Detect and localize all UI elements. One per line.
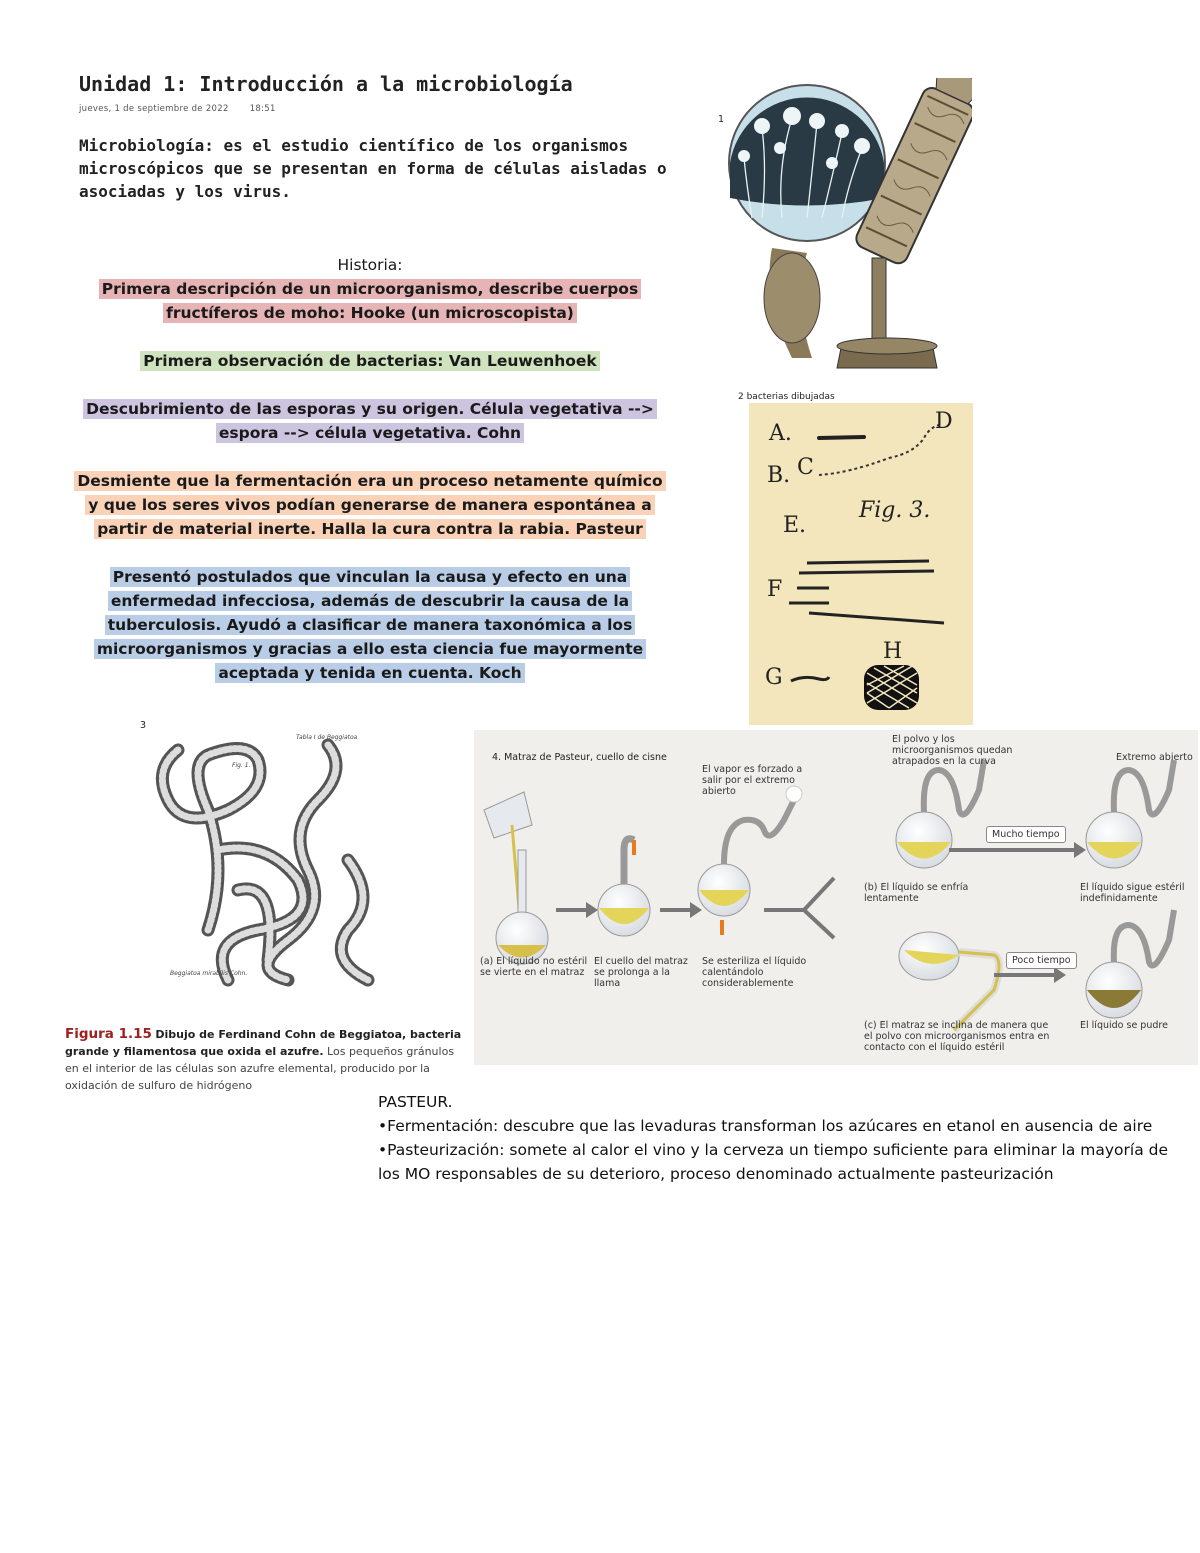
fig4-step-c: (c) El matraz se inclina de manera que el polvo con microorganismos entra en contacto con el líquido estéril bbox=[864, 1020, 1050, 1053]
page-title: Unidad 1: Introducción a la microbiología bbox=[79, 72, 573, 96]
fig2-letter-g: G bbox=[765, 665, 783, 690]
pasteur-notes bbox=[378, 1090, 1190, 1186]
fig4-sigue-esteril: El líquido sigue estéril indefinidamente bbox=[1080, 882, 1185, 904]
fig4-step-b: (b) El líquido se enfría lentamente bbox=[864, 882, 969, 904]
fig3-plate-title: Tabla I de Beggiatoa bbox=[296, 734, 358, 741]
fig3-caption-bold: Dibujo de Ferdinand Cohn de Beggiatoa, bacteria grande y filamentosa que oxida el azufre. bbox=[65, 1028, 462, 1058]
pasteur-flask-diagram bbox=[474, 730, 1198, 1065]
fig4-esteriliza-label: Se esteriliza el líquido calentándolo considerablemente bbox=[702, 956, 807, 989]
beggiatoa-drawing bbox=[148, 730, 398, 1010]
page-date: jueves, 1 de septiembre de 2022 bbox=[79, 104, 229, 114]
definition-text: Microbiología: es el estudio científico de los organismos microscópicos que se presentan en forma de células aisladas o asociadas y los virus. bbox=[79, 136, 667, 201]
fig4-step-a: (a) El líquido no estéril se vierte en el matraz bbox=[480, 956, 588, 978]
fig2-label: 2 bacterias dibujadas bbox=[738, 392, 835, 402]
fig3-caption bbox=[65, 1026, 465, 1094]
fig1-number: 1 bbox=[718, 114, 725, 125]
historia-item-pasteur: Desmiente que la fermentación era un proceso netamente químico y que los seres vivos podían generarse de manera espontánea a partir de material inerte. Halla la cura contra la rabia. Pasteur bbox=[74, 471, 665, 539]
historia-item-leeuwenhoek: Primera observación de bacterias: Van Leuwenhoek bbox=[140, 351, 600, 371]
fig4-cuello-label: El cuello del matraz se prolonga a la llama bbox=[594, 956, 688, 989]
hooke-microscope-image bbox=[722, 78, 972, 373]
fig3-species-label: Beggiatoa mirabilis Cohn. bbox=[170, 970, 248, 977]
historia-item-koch: Presentó postulados que vinculan la causa y efecto en una enfermedad infecciosa, además de descubrir la causa de la tuberculosis. Ayudó a clasificar de manera taxonómica a los microorganismos y gracias a ello esta ciencia fue mayormente aceptada y tenida en cuenta. Koch bbox=[94, 567, 646, 683]
fig2-letter-a: A. bbox=[769, 421, 792, 446]
fig2-letter-e: E. bbox=[783, 513, 807, 538]
historia-item-cohn: Descubrimiento de las esporas y su origen. Célula vegetativa --> espora --> célula vegetativa. Cohn bbox=[83, 399, 657, 443]
fig2-letter-b: B. bbox=[767, 463, 791, 488]
fig4-pudre-label: El líquido se pudre bbox=[1080, 1020, 1168, 1031]
fig4-extremo-label: Extremo abierto bbox=[1116, 752, 1193, 763]
historia-heading: Historia: bbox=[337, 256, 403, 274]
fig2-letter-h: H bbox=[883, 639, 903, 664]
leeuwenhoek-bacteria-drawing bbox=[749, 403, 973, 725]
fig3-caption-rest: Los pequeños gránulos en el interior de las células son azufre elemental, producido por la oxidación de sulfuro de hidrógeno bbox=[65, 1045, 455, 1092]
fig3-number: 3 bbox=[140, 720, 147, 731]
pasteur-heading: PASTEUR. bbox=[378, 1093, 453, 1111]
page-time: 18:51 bbox=[249, 104, 276, 114]
historia-item-hooke: Primera descripción de un microorganismo, describe cuerpos fructíferos de moho: Hooke (un microscopista) bbox=[99, 279, 641, 323]
fig3-fig-label: Fig. 1. bbox=[232, 762, 251, 769]
fig4-vapor-label: El vapor es forzado a salir por el extremo abierto bbox=[702, 764, 803, 797]
page-timestamp bbox=[79, 104, 294, 114]
pasteur-fermentacion: •Fermentación: descubre que las levaduras transforman los azúcares en etanol en ausencia de aire bbox=[378, 1117, 1153, 1135]
fig4-title: 4. Matraz de Pasteur, cuello de cisne bbox=[492, 752, 667, 763]
historia-section bbox=[70, 253, 670, 709]
fig3-caption-number: Figura 1.15 bbox=[65, 1026, 152, 1042]
fig2-fig-label: Fig. 3. bbox=[859, 498, 931, 523]
pasteur-pasteurizacion: •Pasteurización: somete al calor el vino y la cerveza un tiempo suficiente para eliminar la mayoría de los MO responsables de su deterioro, proceso denominado actualmente pasteurización bbox=[378, 1141, 1169, 1183]
fig4-mucho-tiempo: Mucho tiempo bbox=[986, 826, 1066, 843]
fig4-polvo-label: El polvo y los microorganismos quedan atrapados en la curva bbox=[892, 734, 1013, 767]
fig4-poco-tiempo: Poco tiempo bbox=[1006, 952, 1077, 969]
fig2-letter-c: C bbox=[797, 455, 814, 480]
fig2-letter-f: F bbox=[767, 577, 783, 602]
fig2-letter-d: D bbox=[935, 409, 953, 434]
